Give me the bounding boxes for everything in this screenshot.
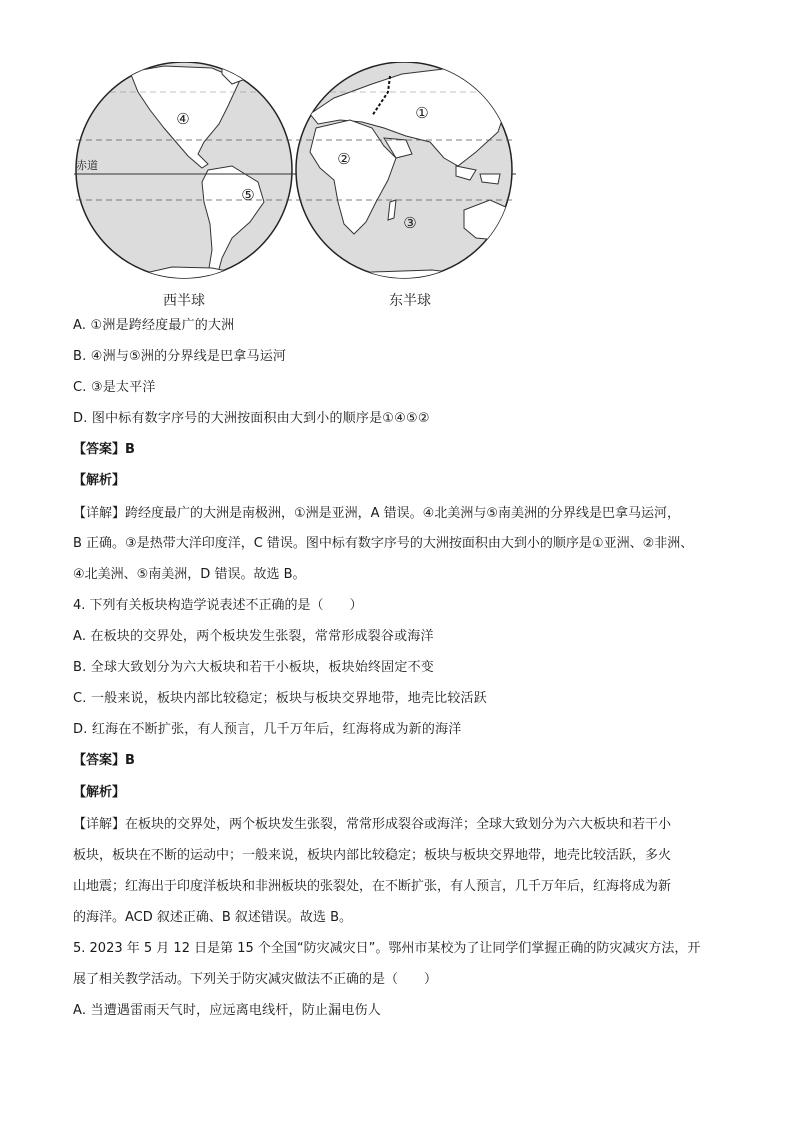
q4-option-b: B. 全球大致划分为六大板块和若干小板块，板块始终固定不变 (73, 660, 434, 675)
q3-option-c: C. ③是太平洋 (73, 380, 156, 395)
q3-option-a: A. ①洲是跨经度最广的大洲 (73, 318, 235, 333)
marker-1: ① (415, 104, 429, 122)
q5-stem-line-1: 5. 2023 年 5 月 12 日是第 15 个全国“防灾减灾日”。鄂州市某校为了让同学们掌握正确的防灾减灾方法，开 (73, 941, 701, 956)
equator-label: 赤道 (76, 159, 98, 172)
q3-answer: 【答案】B (73, 442, 135, 457)
west-hemisphere-caption: 西半球 (163, 293, 205, 309)
q4-option-c: C. 一般来说，板块内部比较稳定；板块与板块交界地带，地壳比较活跃 (73, 691, 487, 706)
q3-analysis-title: 【解析】 (73, 473, 126, 488)
q4-detail-line-3: 山地震；红海出于印度洋板块和非洲板块的张裂处，在不断扩张，有人预言，几千万年后，红海将成为新 (73, 879, 672, 894)
q3-detail-line-2: B 正确。③是热带大洋印度洋，C 错误。图中标有数字序号的大洲按面积由大到小的顺序是①亚洲、②非洲、 (73, 536, 694, 551)
q4-detail-line-2: 板块，板块在不断的运动中；一般来说，板块内部比较稳定；板块与板块交界地带，地壳比较活跃，多火 (73, 848, 672, 863)
q3-option-d: D. 图中标有数字序号的大洲按面积由大到小的顺序是①④⑤② (73, 411, 430, 426)
q4-option-a: A. 在板块的交界处，两个板块发生张裂，常常形成裂谷或海洋 (73, 629, 434, 644)
q4-analysis-title: 【解析】 (73, 785, 126, 800)
q3-option-b: B. ④洲与⑤洲的分界线是巴拿马运河 (73, 349, 287, 364)
marker-3: ③ (403, 214, 417, 232)
q3-detail-line-1: 【详解】跨经度最广的大洲是南极洲，①洲是亚洲，A 错误。④北美洲与⑤南美洲的分界线是巴拿马运河， (73, 506, 680, 521)
hemisphere-map-figure (72, 62, 522, 312)
q4-option-d: D. 红海在不断扩张，有人预言，几千万年后，红海将成为新的海洋 (73, 722, 462, 737)
eastern-hemisphere-map (296, 62, 512, 309)
q3-detail-line-3: ④北美洲、⑤南美洲，D 错误。故选 B。 (73, 567, 306, 582)
q5-stem-line-2: 展了相关教学活动。下列关于防灾减灾做法不正确的是（ ） (73, 972, 438, 987)
marker-2: ② (337, 150, 351, 168)
east-hemisphere-caption: 东半球 (389, 293, 431, 309)
q4-detail-line-4: 的海洋。ACD 叙述正确、B 叙述错误。故选 B。 (73, 910, 352, 925)
q4-answer: 【答案】B (73, 753, 135, 768)
marker-5: ⑤ (241, 186, 255, 204)
marker-4: ④ (176, 110, 190, 128)
q5-option-a: A. 当遭遇雷雨天气时，应远离电线杆，防止漏电伤人 (73, 1003, 381, 1018)
q4-stem: 4. 下列有关板块构造学说表述不正确的是（ ） (73, 598, 363, 613)
q4-detail-line-1: 【详解】在板块的交界处，两个板块发生张裂，常常形成裂谷或海洋；全球大致划分为六大板块和若干小 (73, 817, 672, 832)
